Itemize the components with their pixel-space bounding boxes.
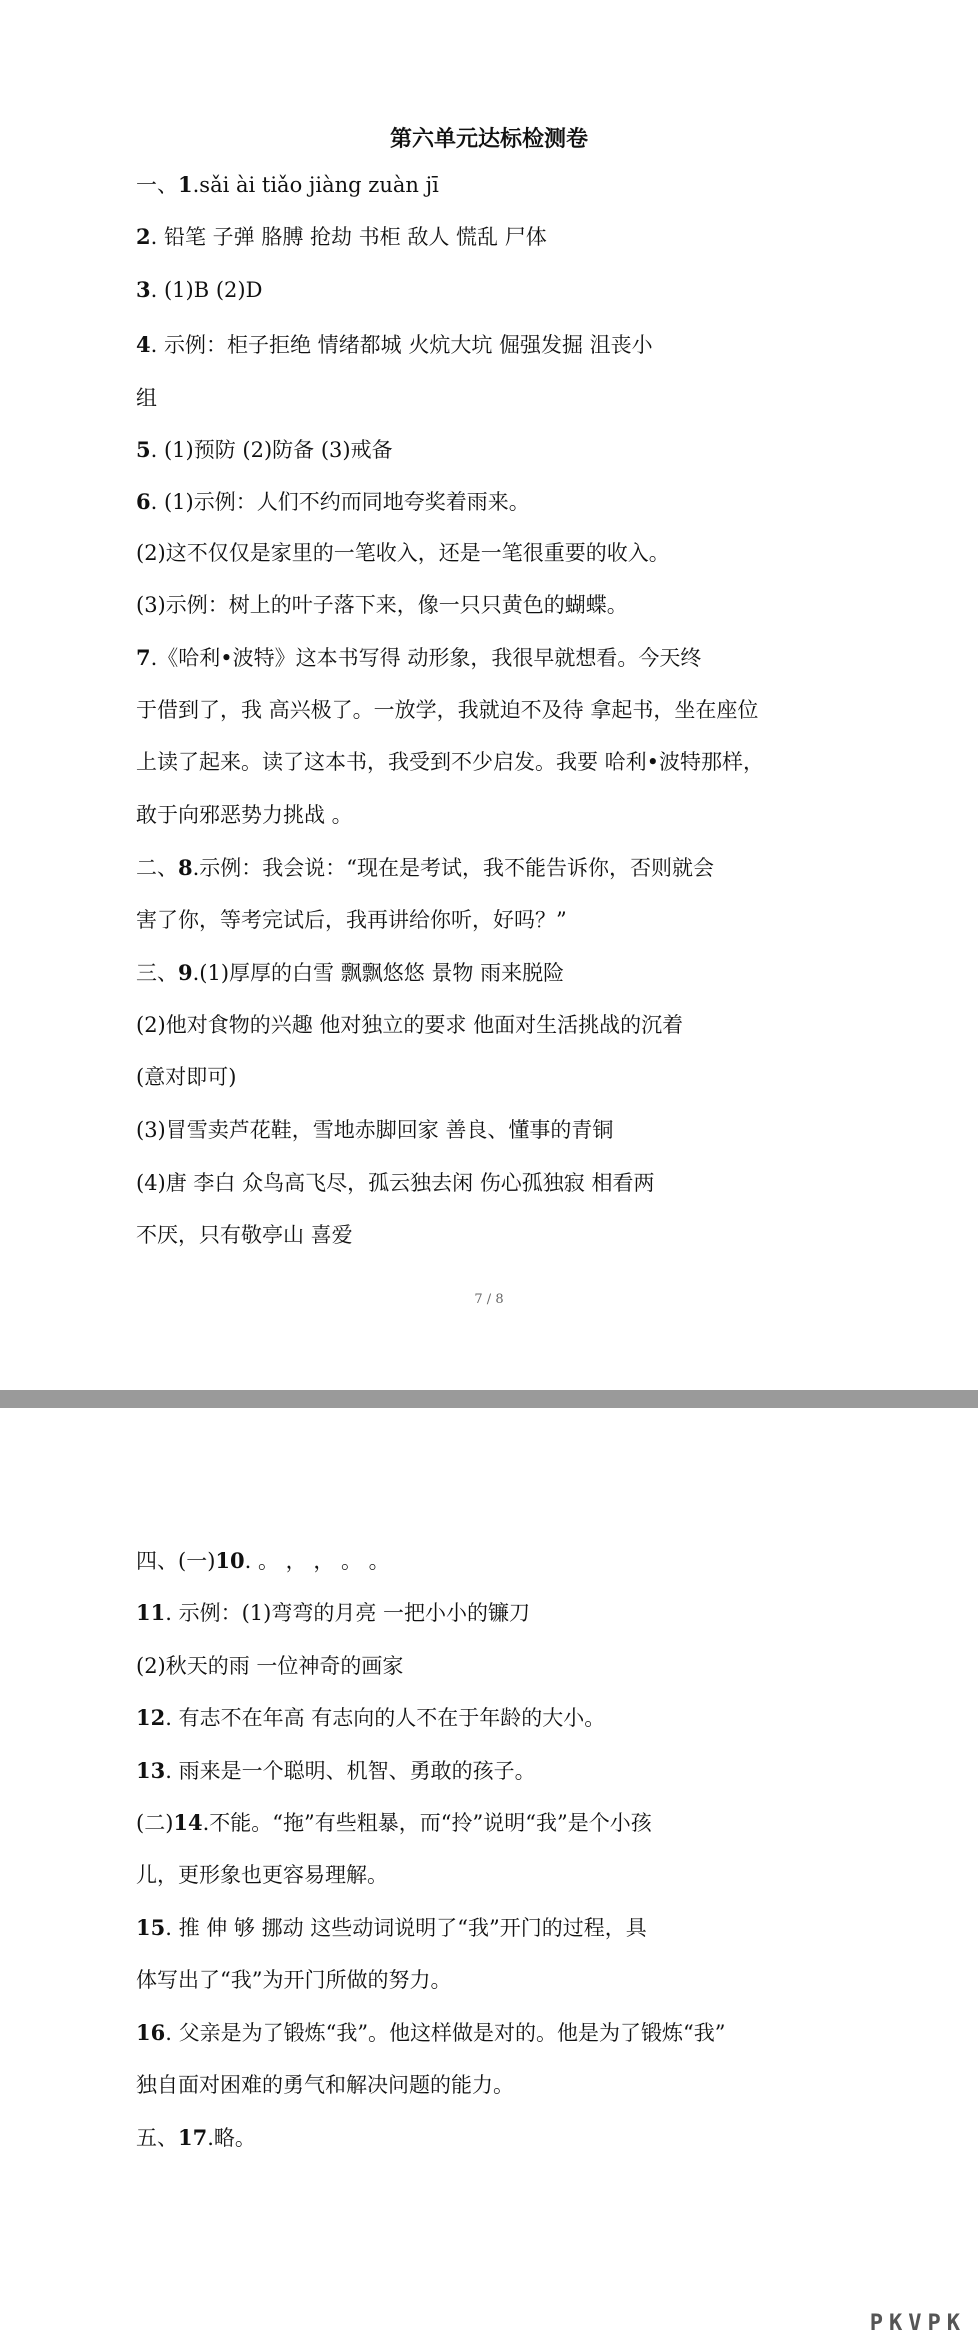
page-divider	[0, 1390, 978, 1408]
answer-line: 6. (1)示例：人们不约而同地夸奖着雨来。	[136, 489, 530, 514]
answer-line: (意对即可)	[136, 1065, 237, 1089]
answer-line: 12. 有志不在年高 有志向的人不在于年龄的大小。	[136, 1705, 606, 1730]
answer-line: 独自面对困难的勇气和解决问题的能力。	[136, 2073, 514, 2097]
answer-line: 上读了起来。读了这本书，我受到不少启发。我要 哈利•波特那样，	[136, 750, 765, 774]
answer-line: 3. (1)B (2)D	[136, 277, 263, 302]
answer-line: 儿，更形象也更容易理解。	[136, 1863, 388, 1887]
answer-line: 组	[136, 386, 157, 410]
answer-line: (2)秋天的雨 一位神奇的画家	[136, 1654, 404, 1678]
answer-line: 一、1.sǎi ài tiǎo jiàng zuàn jī	[136, 172, 439, 197]
answer-line: 三、9.(1)厚厚的白雪 飘飘悠悠 景物 雨来脱险	[136, 960, 565, 985]
answer-line: 16. 父亲是为了锻炼“我”。他这样做是对的。他是为了锻炼“我”	[136, 2020, 726, 2045]
answer-line: 11. 示例：(1)弯弯的月亮 一把小小的镰刀	[136, 1600, 531, 1625]
answer-line: (3)冒雪卖芦花鞋，雪地赤脚回家 善良、懂事的青铜	[136, 1118, 614, 1142]
answer-line: 15. 推 伸 够 挪动 这些动词说明了“我”开门的过程，具	[136, 1915, 647, 1940]
page-number: 7 / 8	[474, 1292, 504, 1307]
answer-line: (二)14.不能。“拖”有些粗暴，而“拎”说明“我”是个小孩	[136, 1810, 652, 1835]
answer-line: 不厌，只有敬亭山 喜爱	[136, 1223, 353, 1247]
answer-line: (2)他对食物的兴趣 他对独立的要求 他面对生活挑战的沉着	[136, 1013, 684, 1037]
watermark-logo: PKVPK	[869, 2311, 966, 2336]
answer-line: 四、(一)10. 。 ， ， 。 。	[136, 1548, 390, 1573]
answer-line: 7.《哈利•波特》这本书写得 动形象，我很早就想看。今天终	[136, 645, 702, 670]
answer-line: 五、17.略。	[136, 2125, 256, 2150]
page-title: 第六单元达标检测卷	[389, 126, 588, 152]
answer-line: (2)这不仅仅是家里的一笔收入，还是一笔很重要的收入。	[136, 541, 670, 565]
answer-line: 敢于向邪恶势力挑战 。	[136, 803, 353, 827]
answer-line: (4)唐 李白 众鸟高飞尽，孤云独去闲 伤心孤独寂 相看两	[136, 1171, 655, 1195]
answer-line: (3)示例：树上的叶子落下来，像一只只黄色的蝴蝶。	[136, 593, 628, 617]
answer-line: 13. 雨来是一个聪明、机智、勇敢的孩子。	[136, 1758, 536, 1783]
answer-line: 2. 铅笔 子弹 胳膊 抢劫 书柜 敌人 慌乱 尸体	[136, 224, 547, 249]
page-2	[0, 1408, 978, 2342]
answer-line: 体写出了“我”为开门所做的努力。	[136, 1968, 452, 1992]
answer-line: 5. (1)预防 (2)防备 (3)戒备	[136, 437, 393, 462]
answer-line: 于借到了，我 高兴极了。一放学，我就迫不及待 拿起书，坐在座位	[136, 698, 759, 722]
answer-line: 二、8.示例：我会说：“现在是考试，我不能告诉你，否则就会	[136, 855, 715, 880]
answer-line: 害了你，等考完试后，我再讲给你听，好吗？”	[136, 908, 567, 932]
answer-line: 4. 示例：柜子拒绝 情绪都城 火炕大坑 倔强发掘 沮丧小	[136, 332, 653, 357]
